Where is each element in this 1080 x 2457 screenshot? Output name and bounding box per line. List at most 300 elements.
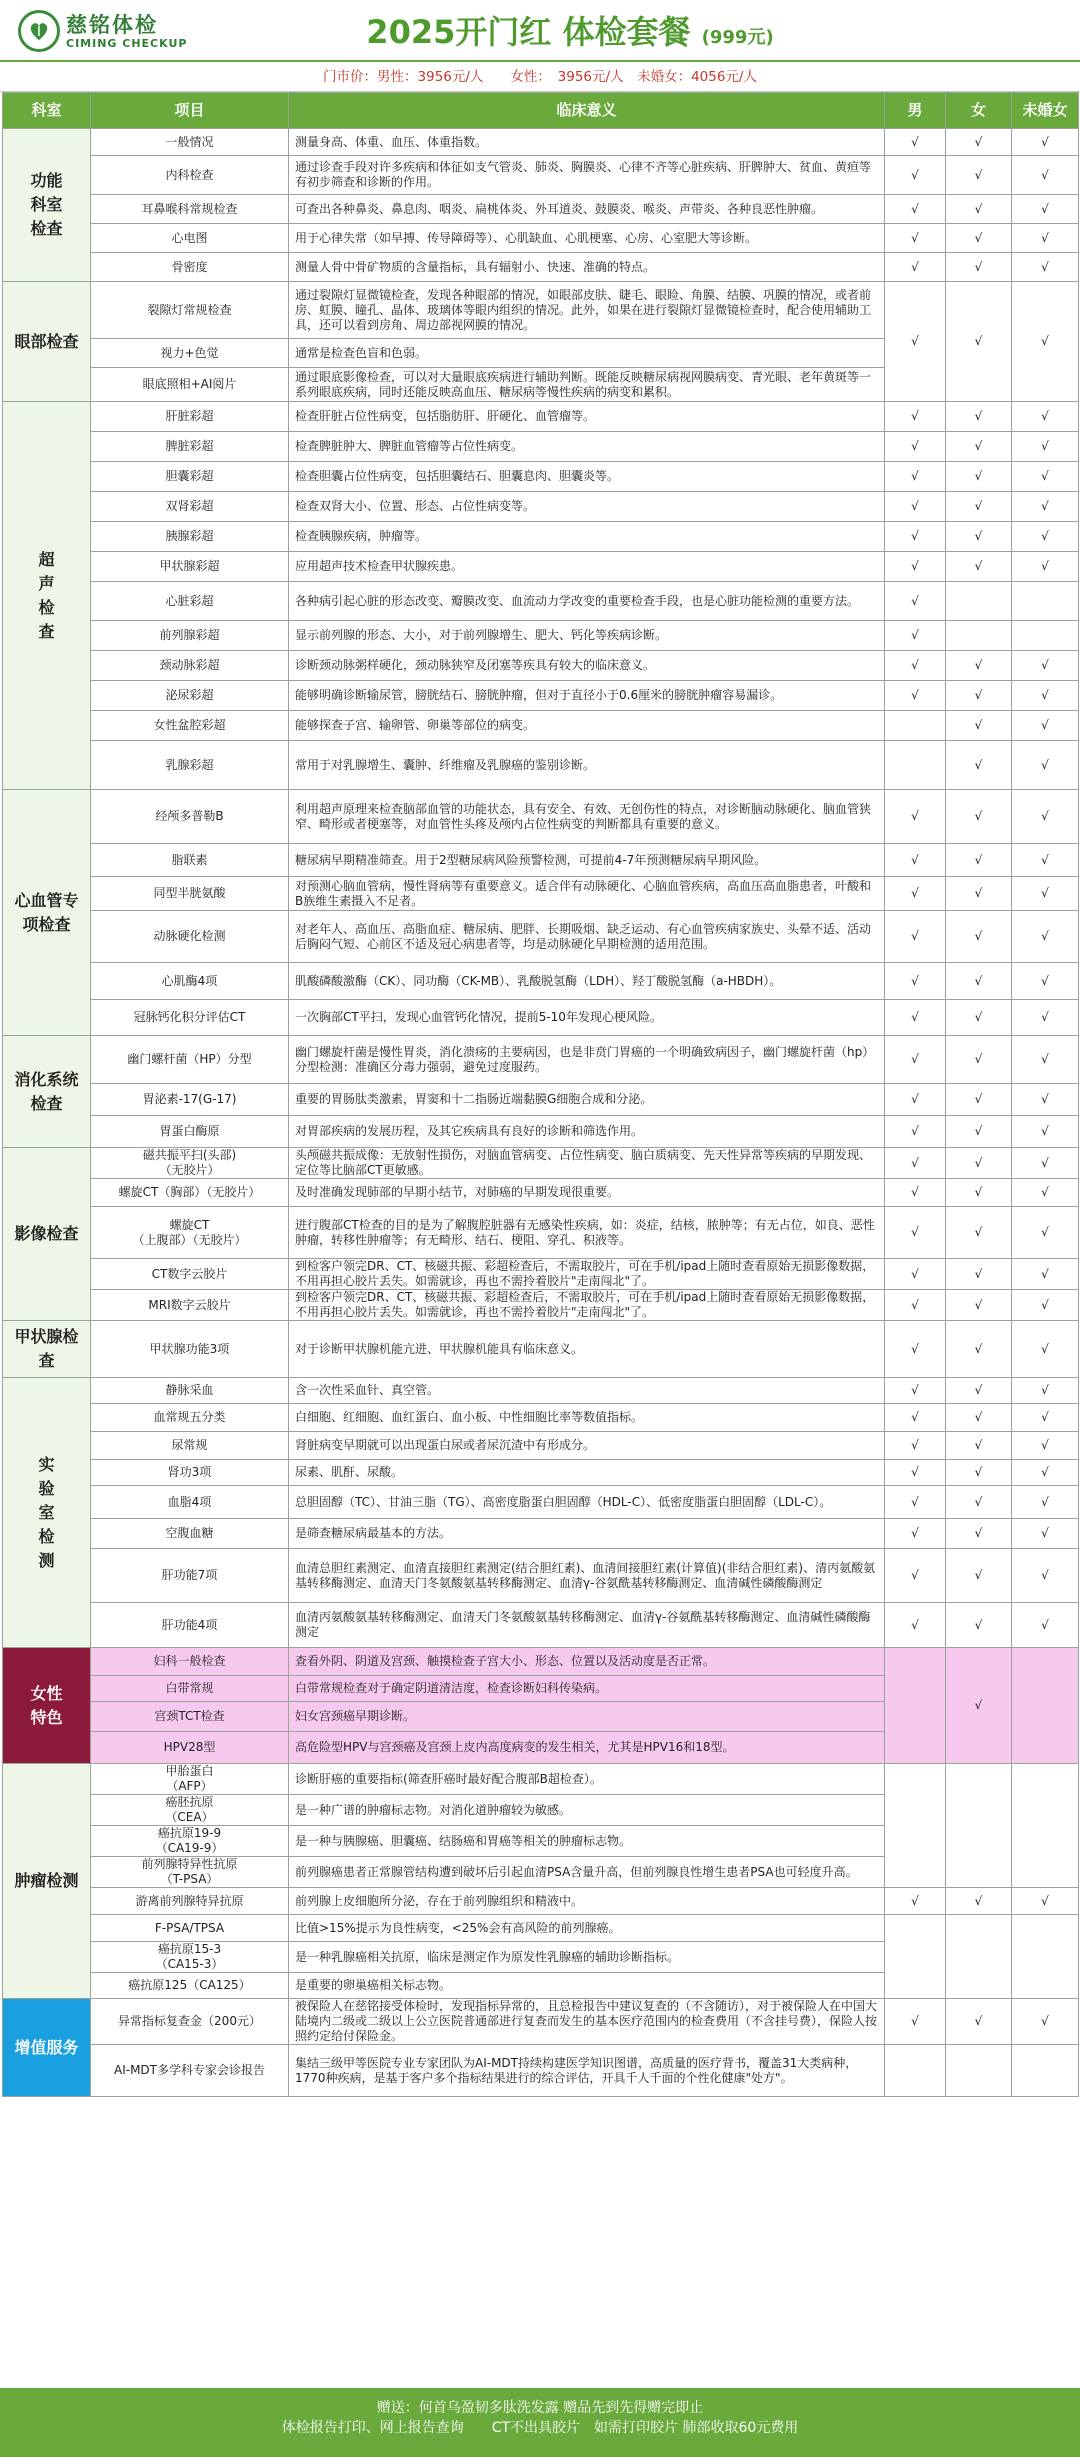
check-unmarried: √: [1012, 1321, 1079, 1378]
check-female: √: [946, 877, 1012, 911]
header-item: 项目: [91, 93, 289, 129]
meaning-cell: 前列腺癌患者正常腺管结构遭到破坏后引起血清PSA含量升高，但前列腺良性增生患者PSA也可轻度升高。: [289, 1857, 885, 1888]
check-male: [885, 1764, 946, 1888]
check-unmarried: √: [1012, 711, 1079, 741]
meaning-cell: 是一种广谱的肿瘤标志物。对消化道肿瘤较为敏感。: [289, 1795, 885, 1826]
item-cell: 胃泌素-17(G-17): [91, 1084, 289, 1116]
item-cell: 甲胎蛋白 （AFP）: [91, 1764, 289, 1795]
item-cell: 心电图: [91, 224, 289, 253]
table-row: [3, 790, 1079, 844]
check-male: √: [885, 651, 946, 681]
category-cell: 消化系统 检查: [3, 1036, 91, 1148]
table-row: [3, 1549, 1079, 1603]
check-male: √: [885, 1404, 946, 1432]
table-row: [3, 282, 1079, 339]
check-male: √: [885, 911, 946, 963]
check-male: √: [885, 1888, 946, 1915]
table-row: [3, 1404, 1079, 1432]
check-unmarried: √: [1012, 1259, 1079, 1290]
meaning-cell: 白带常规检查对于确定阴道清洁度，检查诊断妇科传染病。: [289, 1676, 885, 1702]
brand-name-en: CIMING CHECKUP: [66, 36, 188, 50]
table-row: [3, 844, 1079, 877]
category-cell: 甲状腺检 查: [3, 1321, 91, 1378]
table-row: [3, 963, 1079, 1000]
retail-price-line: 门市价：男性：3956元/人 女性： 3956元/人 未婚女：4056元/人: [0, 62, 1080, 92]
table-row: [3, 253, 1079, 282]
check-male: √: [885, 282, 946, 402]
table-row: [3, 2045, 1079, 2097]
item-cell: 肝脏彩超: [91, 402, 289, 432]
check-female: √: [946, 1432, 1012, 1460]
meaning-cell: 检查肝脏占位性病变，包括脂肪肝、肝硬化、血管瘤等。: [289, 402, 885, 432]
check-unmarried: √: [1012, 1084, 1079, 1116]
table-row: [3, 552, 1079, 582]
table-row: [3, 1888, 1079, 1915]
item-cell: MRI数字云胶片: [91, 1290, 289, 1321]
table-row: [3, 1648, 1079, 1676]
meaning-cell: 高危险型HPV与宫颈癌及宫颈上皮内高度病变的发生相关，尤其是HPV16和18型。: [289, 1732, 885, 1764]
check-female: √: [946, 1549, 1012, 1603]
item-cell: 尿常规: [91, 1432, 289, 1460]
table-body: [3, 129, 1079, 2097]
check-female: √: [946, 156, 1012, 195]
meaning-cell: 含一次性采血针、真空管。: [289, 1378, 885, 1404]
meaning-cell: 可查出各种鼻炎、鼻息肉、咽炎、扁桃体炎、外耳道炎、鼓膜炎、喉炎、声带炎、各种良恶性肿瘤。: [289, 195, 885, 224]
meaning-cell: 用于心律失常（如早搏、传导障碍等）、心肌缺血、心肌梗塞、心房、心室肥大等诊断。: [289, 224, 885, 253]
meaning-cell: 显示前列腺的形态、大小，对于前列腺增生、肥大、钙化等疾病诊断。: [289, 621, 885, 651]
check-unmarried: √: [1012, 282, 1079, 402]
meaning-cell: 应用超声技术检查甲状腺疾患。: [289, 552, 885, 582]
check-unmarried: √: [1012, 1036, 1079, 1084]
check-female: √: [946, 402, 1012, 432]
check-unmarried: [1012, 2045, 1079, 2097]
meaning-cell: 测量人骨中骨矿物质的含量指标，具有辐射小、快速、准确的特点。: [289, 253, 885, 282]
check-female: √: [946, 1084, 1012, 1116]
meaning-cell: 利用超声原理来检查脑部血管的功能状态，具有安全、有效、无创伤性的特点，对诊断脑动脉硬化、脑血管狭窄、畸形或者梗塞等，对血管性头疼及颅内占位性病变的判断都具有重要的意义。: [289, 790, 885, 844]
check-female: √: [946, 1179, 1012, 1207]
table-row: [3, 1915, 1079, 1942]
item-cell: 同型半胱氨酸: [91, 877, 289, 911]
check-unmarried: √: [1012, 844, 1079, 877]
check-female: √: [946, 1888, 1012, 1915]
meaning-cell: 及时准确发现肺部的早期小结节，对肺癌的早期发现很重要。: [289, 1179, 885, 1207]
header-meaning: 临床意义: [289, 93, 885, 129]
meaning-cell: 是筛查糖尿病最基本的方法。: [289, 1519, 885, 1549]
check-female: [946, 582, 1012, 621]
check-male: √: [885, 1000, 946, 1036]
meaning-cell: 能够探查子宫、输卵管、卵巢等部位的病变。: [289, 711, 885, 741]
check-unmarried: √: [1012, 462, 1079, 492]
check-female: √: [946, 1321, 1012, 1378]
meaning-cell: 检查脾脏肿大、脾脏血管瘤等占位性病变。: [289, 432, 885, 462]
item-cell: 空腹血糖: [91, 1519, 289, 1549]
item-cell: 脾脏彩超: [91, 432, 289, 462]
check-unmarried: √: [1012, 1888, 1079, 1915]
item-cell: 血常规五分类: [91, 1404, 289, 1432]
table-row: [3, 432, 1079, 462]
check-unmarried: [1012, 1915, 1079, 1999]
check-male: √: [885, 1207, 946, 1259]
check-female: √: [946, 462, 1012, 492]
meaning-cell: 肾脏病变早期就可以出现蛋白尿或者尿沉渣中有形成分。: [289, 1432, 885, 1460]
item-cell: 胆囊彩超: [91, 462, 289, 492]
item-cell: 乳腺彩超: [91, 741, 289, 790]
check-male: √: [885, 253, 946, 282]
item-cell: 肝功能7项: [91, 1549, 289, 1603]
check-female: √: [946, 522, 1012, 552]
category-cell: 眼部检查: [3, 282, 91, 402]
check-unmarried: √: [1012, 1207, 1079, 1259]
table-row: [3, 1036, 1079, 1084]
check-unmarried: [1012, 582, 1079, 621]
table-row: [3, 1432, 1079, 1460]
check-male: √: [885, 552, 946, 582]
check-unmarried: √: [1012, 522, 1079, 552]
table-row: [3, 195, 1079, 224]
table-row: [3, 224, 1079, 253]
table-row: [3, 651, 1079, 681]
item-cell: 眼底照相+AI阅片: [91, 368, 289, 402]
check-female: √: [946, 282, 1012, 402]
check-male: √: [885, 1432, 946, 1460]
check-unmarried: √: [1012, 1378, 1079, 1404]
meaning-cell: 查看外阴、阴道及宫颈、触摸检查子宫大小、形态、位置以及活动度是否正常。: [289, 1648, 885, 1676]
check-male: √: [885, 877, 946, 911]
item-cell: 甲状腺彩超: [91, 552, 289, 582]
table-row: [3, 1999, 1079, 2045]
check-unmarried: √: [1012, 1404, 1079, 1432]
check-male: √: [885, 681, 946, 711]
check-unmarried: √: [1012, 1179, 1079, 1207]
category-cell: 超 声 检 查: [3, 402, 91, 790]
check-unmarried: √: [1012, 1290, 1079, 1321]
meaning-cell: 通常是检查色盲和色弱。: [289, 339, 885, 368]
meaning-cell: 测量身高、体重、血压、体重指数。: [289, 129, 885, 156]
meaning-cell: 糖尿病早期精准筛查。用于2型糖尿病风险预警检测，可提前4-7年预测糖尿病早期风险。: [289, 844, 885, 877]
meaning-cell: 集结三级甲等医院专业专家团队为AI-MDT持续构建医学知识图谱，高质量的医疗背书，覆盖31大类病种，1770种疾病，是基于客户多个指标结果进行的综合评估，开具千人千面的个性化健康"处方"。: [289, 2045, 885, 2097]
check-female: √: [946, 195, 1012, 224]
meaning-cell: 一次胸部CT平扫，发现心血管钙化情况，提前5-10年发现心梗风险。: [289, 1000, 885, 1036]
table-row: [3, 1084, 1079, 1116]
check-unmarried: √: [1012, 432, 1079, 462]
meaning-cell: 通过裂隙灯显微镜检查，发现各种眼部的情况，如眼部皮肤、睫毛、眼睑、角膜、结膜、巩膜的情况，或者前房、虹膜、瞳孔、晶体、玻璃体等眼内组织的情况。此外，如果在进行裂隙灯显微镜检查时，配合使用辅助工具，还可以看到房角、周边部视网膜的情况。: [289, 282, 885, 339]
table-row: [3, 156, 1079, 195]
item-cell: 螺旋CT（胸部）（无胶片）: [91, 1179, 289, 1207]
check-male: √: [885, 1486, 946, 1519]
table-row: [3, 1179, 1079, 1207]
check-female: [946, 621, 1012, 651]
check-male: [885, 711, 946, 741]
check-female: √: [946, 1486, 1012, 1519]
meaning-cell: 检查双肾大小、位置、形态、占位性病变等。: [289, 492, 885, 522]
check-unmarried: √: [1012, 963, 1079, 1000]
table-row: [3, 621, 1079, 651]
title-main: 2025开门红 体检套餐: [366, 13, 691, 51]
title-price: (999元): [701, 27, 774, 48]
brand-logo: [18, 10, 187, 52]
check-unmarried: √: [1012, 1116, 1079, 1148]
check-female: √: [946, 1000, 1012, 1036]
item-cell: 螺旋CT （上腹部）（无胶片）: [91, 1207, 289, 1259]
check-unmarried: √: [1012, 195, 1079, 224]
meaning-cell: 到检客户领完DR、CT、核磁共振、彩超检查后，不需取胶片，可在手机/ipad上随时查看原始无损影像数据，不用再担心胶片丢失。如需就诊，再也不需拎着胶片"走南闯北"了。: [289, 1259, 885, 1290]
check-male: [885, 1915, 946, 1999]
check-unmarried: √: [1012, 1460, 1079, 1486]
item-cell: 磁共振平扫(头部) （无胶片）: [91, 1148, 289, 1179]
item-cell: 妇科一般检查: [91, 1648, 289, 1676]
check-male: √: [885, 402, 946, 432]
meaning-cell: 是一种乳腺癌相关抗原，临床是测定作为原发性乳腺癌的辅助诊断指标。: [289, 1942, 885, 1973]
item-cell: 癌抗原15-3 （CA15-3）: [91, 1942, 289, 1973]
item-cell: 肝功能4项: [91, 1603, 289, 1648]
check-female: √: [946, 1378, 1012, 1404]
check-unmarried: √: [1012, 1486, 1079, 1519]
check-male: √: [885, 1179, 946, 1207]
header-category: 科室: [3, 93, 91, 129]
footer-report-line: 体检报告打印、网上报告查询 CT不出具胶片 如需打印胶片 肺部收取60元费用: [281, 2420, 799, 2436]
item-cell: 幽门螺杆菌（HP）分型: [91, 1036, 289, 1084]
category-cell: 实 验 室 检 测: [3, 1378, 91, 1648]
item-cell: 经颅多普勒B: [91, 790, 289, 844]
check-female: √: [946, 963, 1012, 1000]
table-row: [3, 462, 1079, 492]
check-unmarried: √: [1012, 1999, 1079, 2045]
check-unmarried: √: [1012, 1000, 1079, 1036]
meaning-cell: 尿素、肌酐、尿酸。: [289, 1460, 885, 1486]
meaning-cell: 前列腺上皮细胞所分泌，存在于前列腺组织和精液中。: [289, 1888, 885, 1915]
category-cell: 女性 特色: [3, 1648, 91, 1764]
item-cell: 心脏彩超: [91, 582, 289, 621]
check-female: [946, 1764, 1012, 1888]
item-cell: 双肾彩超: [91, 492, 289, 522]
meaning-cell: 总胆固醇（TC）、甘油三脂（TG）、高密度脂蛋白胆固醇（HDL-C）、低密度脂蛋白胆固醇（LDL-C）。: [289, 1486, 885, 1519]
check-unmarried: √: [1012, 156, 1079, 195]
item-cell: 白带常规: [91, 1676, 289, 1702]
table-row: [3, 1603, 1079, 1648]
item-cell: AI-MDT多学科专家会诊报告: [91, 2045, 289, 2097]
meaning-cell: 肌酸磷酸激酶（CK）、同功酶（CK-MB）、乳酸脱氢酶（LDH）、羟丁酸脱氢酶（a-HBDH）。: [289, 963, 885, 1000]
header-male: 男: [885, 93, 946, 129]
brand-name-cn: 慈铭体检: [66, 12, 158, 37]
meaning-cell: 检查胆囊占位性病变，包括胆囊结石、胆囊息肉、胆囊炎等。: [289, 462, 885, 492]
heart-leaf-icon: [18, 10, 60, 52]
item-cell: 骨密度: [91, 253, 289, 282]
table-row: [3, 911, 1079, 963]
table-row: [3, 492, 1079, 522]
check-female: √: [946, 1290, 1012, 1321]
footer: [0, 2388, 1080, 2457]
check-male: [885, 741, 946, 790]
check-unmarried: [1012, 1764, 1079, 1888]
meaning-cell: 是一种与胰腺癌、胆囊癌、结肠癌和胃癌等相关的肿瘤标志物。: [289, 1826, 885, 1857]
check-unmarried: √: [1012, 877, 1079, 911]
table-row: [3, 1259, 1079, 1290]
check-male: √: [885, 195, 946, 224]
check-male: √: [885, 1036, 946, 1084]
header-female: 女: [946, 93, 1012, 129]
category-cell: 功能 科室 检查: [3, 129, 91, 282]
table-row: [3, 877, 1079, 911]
check-unmarried: √: [1012, 1432, 1079, 1460]
check-female: √: [946, 790, 1012, 844]
item-cell: 前列腺特异性抗原 （T-PSA）: [91, 1857, 289, 1888]
meaning-cell: 血清总胆红素测定、血清直接胆红素测定(结合胆红素)、血清间接胆红素(计算值)(非结合胆红素)、清丙氨酸氨基转移酶测定、血清天门冬氨酸氨基转移酶测定、血清γ-谷氨酰基转移酶测定、血清碱性磷酸酶测定: [289, 1549, 885, 1603]
meaning-cell: 到检客户领完DR、CT、核磁共振、彩超检查后，不需取胶片，可在手机/ipad上随时查看原始无损影像数据，不用再担心胶片丢失。如需就诊，再也不需拎着胶片"走南闯北"了。: [289, 1290, 885, 1321]
item-cell: 脂联素: [91, 844, 289, 877]
item-cell: 癌抗原125（CA125）: [91, 1973, 289, 1999]
check-unmarried: √: [1012, 1148, 1079, 1179]
meaning-cell: 妇女宫颈癌早期诊断。: [289, 1702, 885, 1732]
meaning-cell: 血清丙氨酸氨基转移酶测定、血清天门冬氨酸氨基转移酶测定、血清γ-谷氨酰基转移酶测定、血清碱性磷酸酶测定: [289, 1603, 885, 1648]
check-female: √: [946, 552, 1012, 582]
check-female: √: [946, 1460, 1012, 1486]
check-female: √: [946, 1603, 1012, 1648]
table-row: [3, 1148, 1079, 1179]
check-male: √: [885, 462, 946, 492]
check-female: √: [946, 224, 1012, 253]
table-row: [3, 681, 1079, 711]
check-unmarried: [1012, 1648, 1079, 1764]
item-cell: 一般情况: [91, 129, 289, 156]
meaning-cell: 诊断肝癌的重要指标(筛查肝癌时最好配合腹部B超检查）。: [289, 1764, 885, 1795]
check-female: √: [946, 1148, 1012, 1179]
item-cell: 心肌酶4项: [91, 963, 289, 1000]
check-male: √: [885, 492, 946, 522]
check-male: √: [885, 621, 946, 651]
meaning-cell: 通过诊查手段对许多疾病和体征如支气管炎、肺炎、胸膜炎、心律不齐等心脏疾病、肝脾肿大、贫血、黄疸等有初步筛查和诊断的作用。: [289, 156, 885, 195]
meaning-cell: 对预测心脑血管病，慢性肾病等有重要意义。适合伴有动脉硬化、心脑血管疾病，高血压高血脂患者，叶酸和B族维生素摄入不足者。: [289, 877, 885, 911]
check-female: √: [946, 681, 1012, 711]
check-unmarried: √: [1012, 681, 1079, 711]
check-female: √: [946, 253, 1012, 282]
item-cell: HPV28型: [91, 1732, 289, 1764]
check-male: √: [885, 224, 946, 253]
check-male: √: [885, 790, 946, 844]
item-cell: 颈动脉彩超: [91, 651, 289, 681]
meaning-cell: 白细胞、红细胞、血红蛋白、血小板、中性细胞比率等数值指标。: [289, 1404, 885, 1432]
check-female: √: [946, 1036, 1012, 1084]
check-female: √: [946, 741, 1012, 790]
table-row: [3, 1486, 1079, 1519]
meaning-cell: 幽门螺旋杆菌是慢性胃炎，消化溃疡的主要病因，也是非贲门胃癌的一个明确致病因子，幽门螺旋杆菌（hp）分型检测：准确区分毒力强弱，避免过度服药。: [289, 1036, 885, 1084]
check-male: √: [885, 1290, 946, 1321]
check-female: √: [946, 651, 1012, 681]
check-male: √: [885, 1084, 946, 1116]
item-cell: 甲状腺功能3项: [91, 1321, 289, 1378]
meaning-cell: 对老年人、高血压、高脂血症、糖尿病、肥胖、长期吸烟、缺乏运动、有心血管疾病家族史、头晕不适、活动后胸闷气短、心前区不适及冠心病患者等，均是动脉硬化早期检测的适用范围。: [289, 911, 885, 963]
check-male: √: [885, 1460, 946, 1486]
table-row: [3, 741, 1079, 790]
meaning-cell: 比值>15%提示为良性病变，<25%会有高风险的前列腺癌。: [289, 1915, 885, 1942]
item-cell: 冠脉钙化积分评估CT: [91, 1000, 289, 1036]
item-cell: 静脉采血: [91, 1378, 289, 1404]
item-cell: 耳鼻喉科常规检查: [91, 195, 289, 224]
check-male: √: [885, 1519, 946, 1549]
meaning-cell: 诊断颈动脉粥样硬化，颈动脉狭窄及闭塞等疾具有较大的临床意义。: [289, 651, 885, 681]
check-male: √: [885, 1259, 946, 1290]
check-unmarried: √: [1012, 253, 1079, 282]
check-female: √: [946, 432, 1012, 462]
package-table: [2, 92, 1079, 2097]
check-female: [946, 1915, 1012, 1999]
table-row: [3, 1116, 1079, 1148]
check-female: √: [946, 492, 1012, 522]
item-cell: CT数字云胶片: [91, 1259, 289, 1290]
category-cell: 增值服务: [3, 1999, 91, 2097]
meaning-cell: 重要的胃肠肽类激素，胃窦和十二指肠近端黏膜G细胞合成和分泌。: [289, 1084, 885, 1116]
item-cell: 游离前列腺特异抗原: [91, 1888, 289, 1915]
check-unmarried: √: [1012, 790, 1079, 844]
table-row: [3, 711, 1079, 741]
check-male: √: [885, 1378, 946, 1404]
check-female: √: [946, 1648, 1012, 1764]
table-row: [3, 1290, 1079, 1321]
check-male: √: [885, 963, 946, 1000]
item-cell: 内科检查: [91, 156, 289, 195]
check-male: √: [885, 844, 946, 877]
table-row: [3, 1378, 1079, 1404]
check-male: √: [885, 1321, 946, 1378]
check-female: √: [946, 1116, 1012, 1148]
check-female: √: [946, 911, 1012, 963]
item-cell: 裂隙灯常规检查: [91, 282, 289, 339]
check-unmarried: √: [1012, 651, 1079, 681]
item-cell: 异常指标复查金（200元）: [91, 1999, 289, 2045]
check-male: √: [885, 156, 946, 195]
check-unmarried: √: [1012, 224, 1079, 253]
check-male: [885, 1648, 946, 1764]
check-unmarried: √: [1012, 1549, 1079, 1603]
check-female: √: [946, 1519, 1012, 1549]
item-cell: 肾功3项: [91, 1460, 289, 1486]
item-cell: 动脉硬化检测: [91, 911, 289, 963]
item-cell: 癌胚抗原 （CEA）: [91, 1795, 289, 1826]
table-header-row: [3, 93, 1079, 129]
check-unmarried: √: [1012, 741, 1079, 790]
item-cell: 胰腺彩超: [91, 522, 289, 552]
item-cell: 前列腺彩超: [91, 621, 289, 651]
check-male: √: [885, 582, 946, 621]
check-female: √: [946, 1999, 1012, 2045]
meaning-cell: 检查胰腺疾病，肿瘤等。: [289, 522, 885, 552]
table-row: [3, 402, 1079, 432]
item-cell: 宫颈TCT检查: [91, 1702, 289, 1732]
table-row: [3, 1000, 1079, 1036]
table-row: [3, 1519, 1079, 1549]
item-cell: 癌抗原19-9 （CA19-9）: [91, 1826, 289, 1857]
meaning-cell: 对于诊断甲状腺机能亢进、甲状腺机能具有临床意义。: [289, 1321, 885, 1378]
meaning-cell: 常用于对乳腺增生、囊肿、纤维瘤及乳腺癌的鉴别诊断。: [289, 741, 885, 790]
header-unmarried: 未婚女: [1012, 93, 1079, 129]
check-female: √: [946, 711, 1012, 741]
check-unmarried: √: [1012, 911, 1079, 963]
table-row: [3, 582, 1079, 621]
item-cell: 泌尿彩超: [91, 681, 289, 711]
category-cell: 心血管专 项检查: [3, 790, 91, 1036]
table-row: [3, 1460, 1079, 1486]
check-female: √: [946, 129, 1012, 156]
category-cell: 肿瘤检测: [3, 1764, 91, 1999]
check-unmarried: [1012, 621, 1079, 651]
check-male: √: [885, 129, 946, 156]
check-unmarried: √: [1012, 492, 1079, 522]
check-unmarried: √: [1012, 1519, 1079, 1549]
check-female: √: [946, 1259, 1012, 1290]
meaning-cell: 对胃部疾病的发展历程，及其它疾病具有良好的诊断和筛选作用。: [289, 1116, 885, 1148]
meaning-cell: 头颅磁共振成像：无放射性损伤，对脑血管病变、占位性病变、脑白质病变、先天性异常等疾病的早期发现、定位等比脑部CT更敏感。: [289, 1148, 885, 1179]
table-row: [3, 129, 1079, 156]
meaning-cell: 进行腹部CT检查的目的是为了解腹腔脏器有无感染性疾病，如：炎症，结核，脓肿等；有无占位，如良、恶性肿瘤，转移性肿瘤等；有无畸形、结石、梗阻、穿孔、积液等。: [289, 1207, 885, 1259]
